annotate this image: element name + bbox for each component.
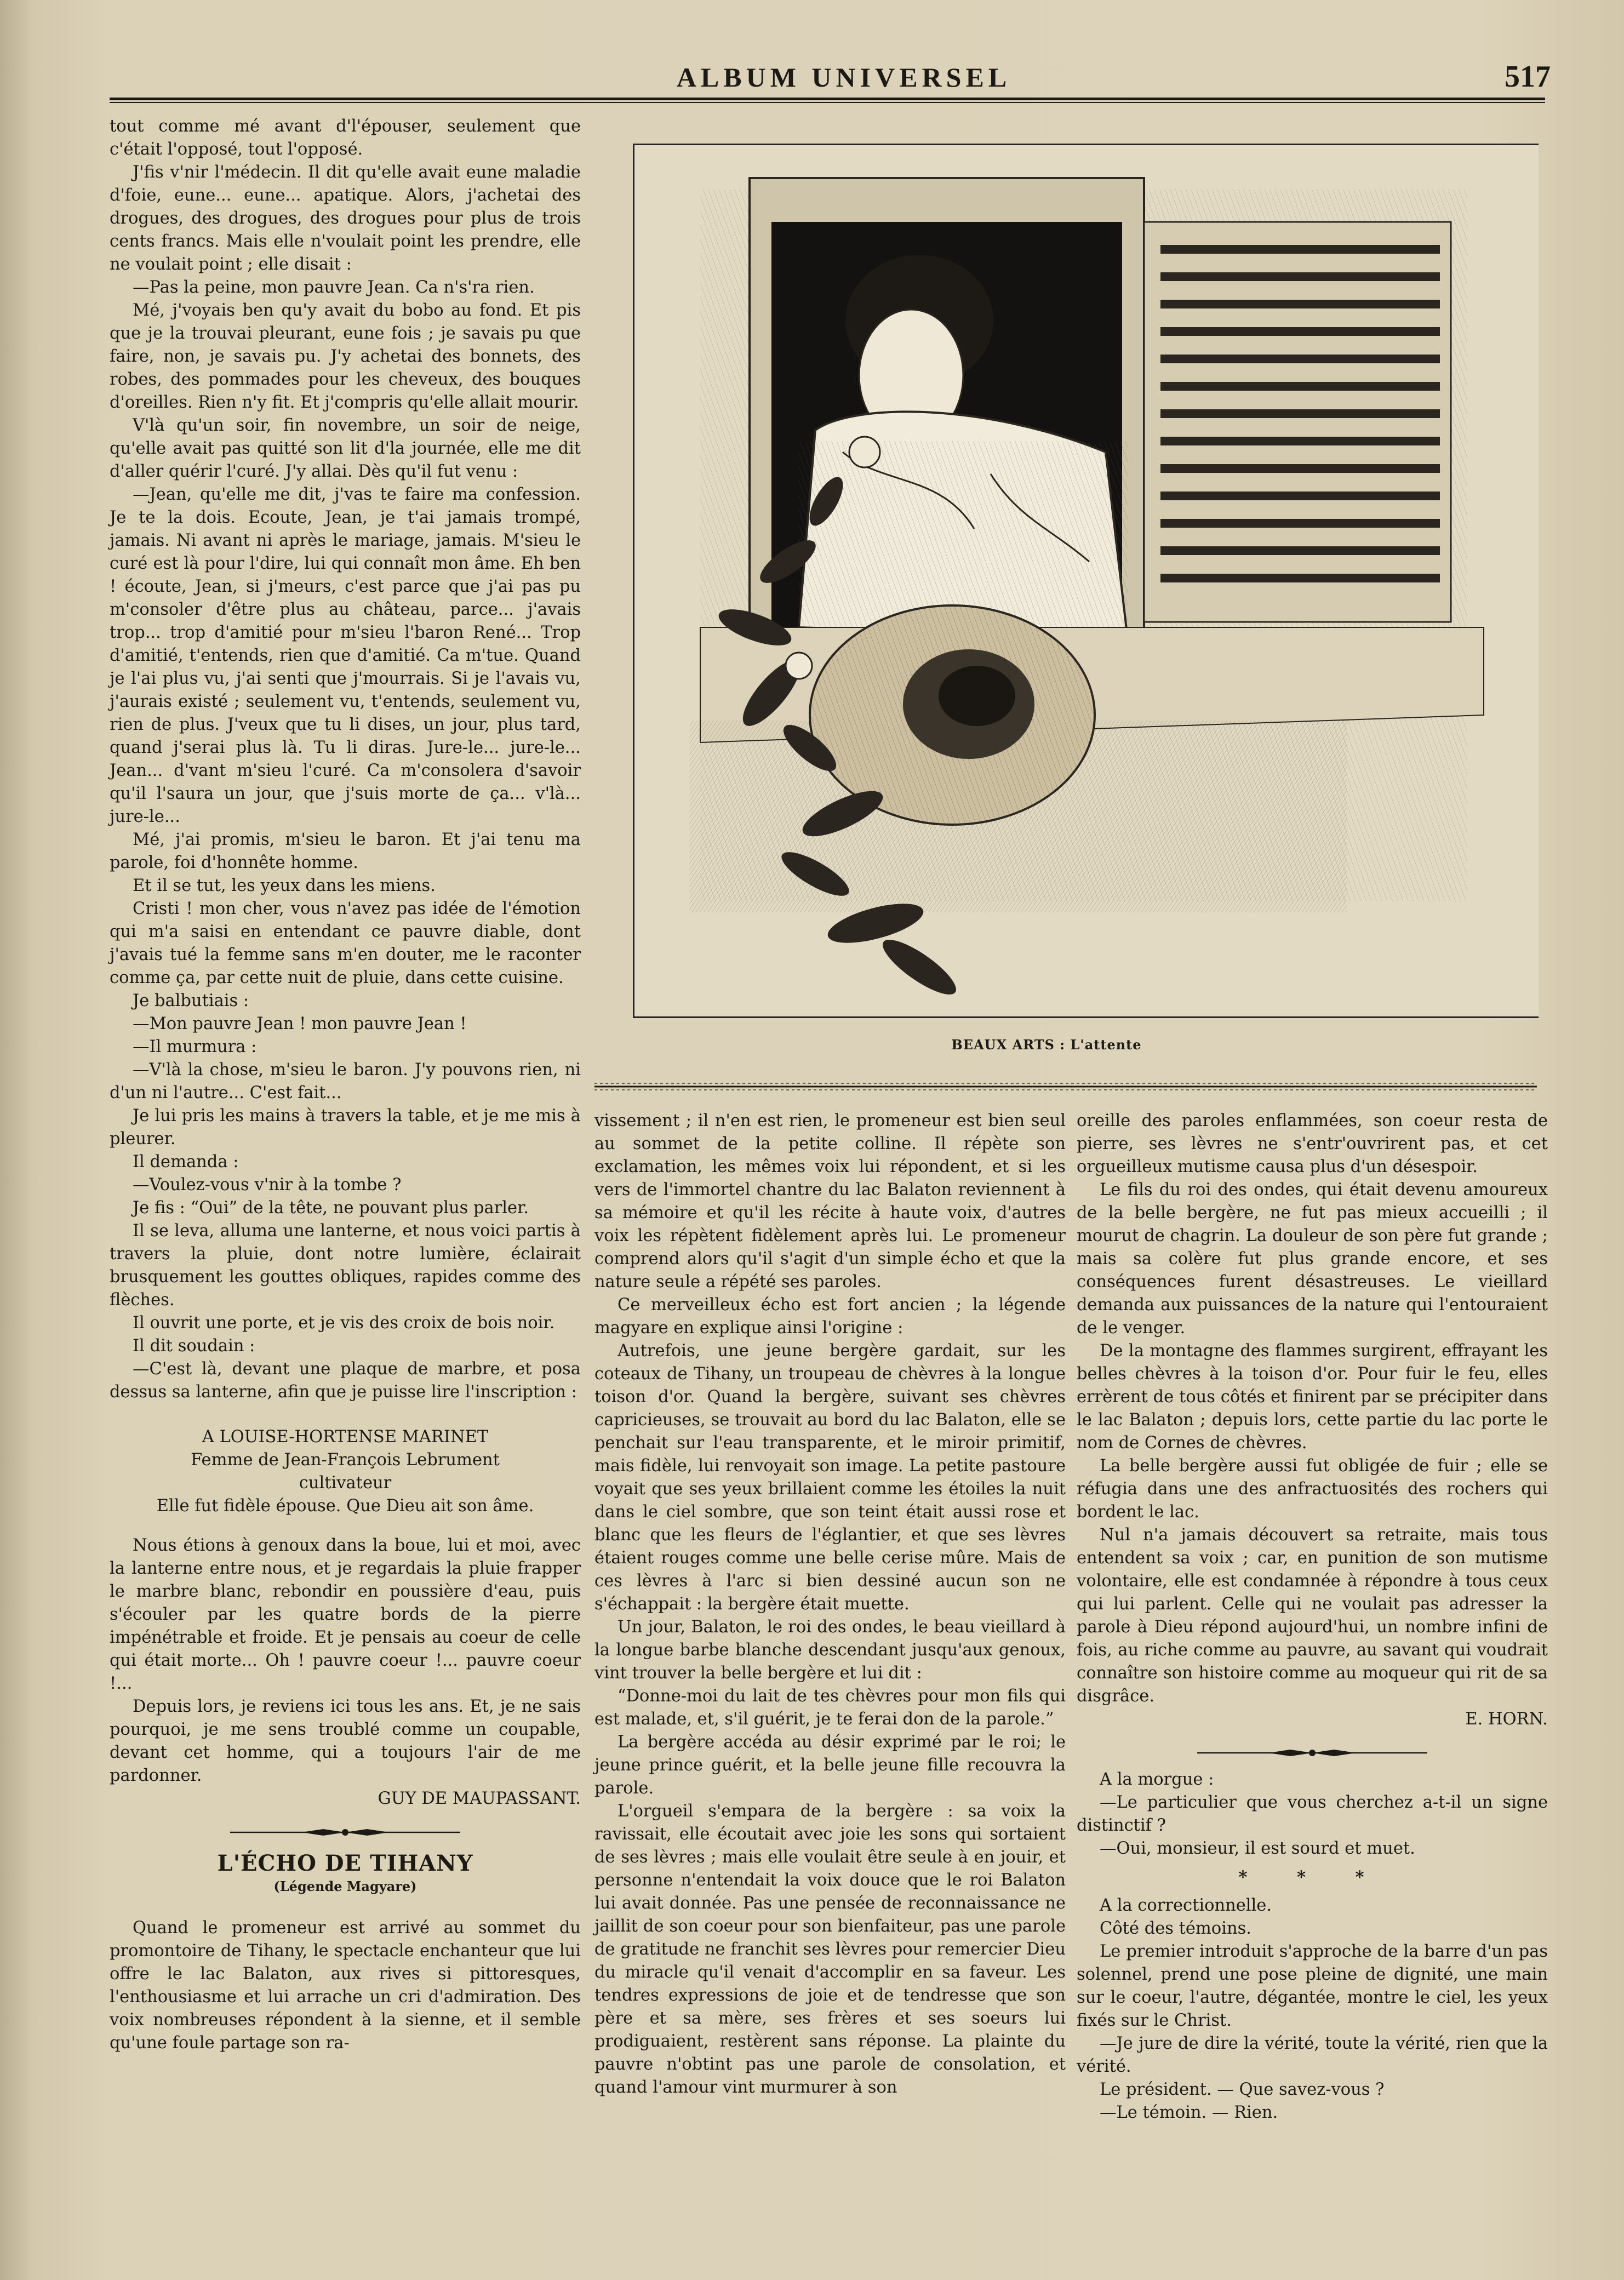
paragraph: La belle bergère aussi fut obligée de fuir ; elle se réfugia dans une des anfractuosités des rochers qui bordent le lac. — [1077, 1456, 1548, 1522]
paragraph: Je fis : “Oui” de la tête, ne pouvant plus parler. — [133, 1198, 529, 1218]
paragraph: Nous étions à genoux dans la boue, lui et moi, avec la lanterne entre nous, et je regardais la pluie frapper le marbre blanc, rebondir en poussière d'eau, puis s'écouler par les quatre bords de la pierre impénétrable et froide. Et je pensais au coeur de celle qui était morte... Oh ! pauvre coeur !... pauvre coeur !... — [110, 1536, 581, 1693]
masthead-title: ALBUM UNIVERSEL — [676, 62, 1011, 93]
anecdote-line: A la correctionnelle. — [1100, 1896, 1272, 1915]
paragraph: J'fis v'nir l'médecin. Il dit qu'elle avait eune maladie d'foie, eune... eune... apatique. Alors, j'achetai des drogues, des drogues, des drogues pour plus de trois cents francs. Mais elle n'voulait point les prendre, elle ne voulait point ; elle disait : — [110, 163, 581, 274]
paragraph: vissement ; il n'en est rien, le promeneur est bien seul au sommet de la petite colline. Il répète son exclamation, les mêmes voix lui répondent, et si les vers de l'immortel chantre du lac Balaton reviennent à sa mémoire et qu'il les récite à haute voix, d'autres voix les répètent fidèlement après lui. Le promeneur comprend alors qu'il s'agit d'un simple écho et que la nature seule a répété ses paroles. — [594, 1111, 1066, 1292]
author-signature: E. HORN. — [1465, 1710, 1548, 1729]
paragraph: Le fils du roi des ondes, qui était devenu amoureux de la belle bergère, ne fut pas mieux accueilli ; il mourut de chagrin. La douleur de son père fut grande ; mais sa colère fut plus grande encore, et ses conséquences furent désastreuses. Le vieillard demanda aux puissances de la nature qui l'entouraient de le venger. — [1077, 1180, 1548, 1338]
ornament-divider — [1197, 1747, 1427, 1758]
paragraph: Un jour, Balaton, le roi des ondes, le beau vieillard à la longue barbe blanche descendant jusqu'aux genoux, vint trouver la belle bergère et lui dit : — [594, 1618, 1066, 1683]
article-title: L'ÉCHO DE TIHANY — [217, 1850, 473, 1876]
paragraph: Quand le promeneur est arrivé au sommet du promontoire de Tihany, le spectacle enchanteur que lui offre le lac Balaton, aux rives si pittoresques, l'enthousiasme et lui arrache un cri d'admiration. Des voix nombreuses répondent à la sienne, et il semble qu'une foule partage son ra- — [110, 1918, 581, 2053]
paragraph: La bergère accéda au désir exprimé par le roi; le jeune prince guérit, et la belle jeune fille recouvra la parole. — [594, 1733, 1066, 1798]
paragraph: L'orgueil s'empara de la bergère : sa voix la ravissait, elle écoutait avec joie les sons qui sortaient de ses lèvres ; mais elle voulait être seule à en jouir, et personne n'entendait la voix douce que le roi Balaton lui avait donnée. Pas une pensée de reconnaissance ne jaillit de son coeur pour son bienfaiteur, pas une parole de gratitude ne franchit ses lèvres pour remercier Dieu du miracle qu'il venait d'accomplir en sa faveur. Les tendres expressions de joie et de tendresse que son père et sa mère, ses frères et ses soeurs lui prodiguaient, restèrent sans réponse. La plainte du pauvre n'obtint pas une parole de consolation, et quand l'amour vint murmurer à son — [594, 1802, 1066, 2097]
paragraph: —Il murmura : — [133, 1037, 257, 1056]
paragraph: Il se leva, alluma une lanterne, et nous voici partis à travers la pluie, dont notre lumière, éclairait brusquement les gouttes obliques, rapides comme des flèches. — [110, 1221, 581, 1310]
header-rule — [110, 98, 1545, 100]
anecdote-line: Côté des témoins. — [1100, 1919, 1251, 1938]
paragraph: Ce merveilleux écho est fort ancien ; la légende magyare en explique ainsi l'origine : — [594, 1295, 1066, 1338]
anecdote-line: Le premier introduit s'approche de la barre d'un pas solennel, prend une pose pleine de dignité, une main sur le coeur, l'autre, dégantée, montre le ciel, les yeux fixés sur le Christ. — [1077, 1942, 1548, 2030]
section-divider-rule — [594, 1082, 1537, 1091]
column-1 — [110, 115, 581, 2055]
paragraph: —V'là la chose, m'sieu le baron. J'y pouvons rien, ni d'un ni l'autre... C'est fait... — [110, 1060, 581, 1102]
anecdote-line: —Je jure de dire la vérité, toute la vérité, rien que la vérité. — [1077, 2034, 1548, 2076]
paragraph: Mé, j'voyais ben qu'y avait du bobo au fond. Et pis que je la trouvai pleurant, eune fois ; je savais pu que faire, non, je savais pu. J'y achetai des bonnets, des robes, des pommades pour les cheveux, des bouques d'oreilles. Rien n'y fit. Et j'compris qu'elle allait mourir. — [110, 301, 581, 412]
paragraph: —Pas la peine, mon pauvre Jean. Ca n's'ra rien. — [133, 278, 535, 297]
page-number: 517 — [1505, 60, 1551, 94]
paragraph: De la montagne des flammes surgirent, effrayant les belles chèvres à la toison d'or. Pour fuir le feu, elles errèrent de tous côtés et finirent par se précipiter dans le lac Balaton ; depuis lors, cette partie du lac porte le nom de Cornes de chèvres. — [1077, 1341, 1548, 1453]
paragraph: V'là qu'un soir, fin novembre, un soir de neige, qu'elle avait pas quitté son lit d'la journée, elle me dit d'aller quérir l'curé. J'y allai. Dès qu'il fut venu : — [110, 416, 581, 481]
anecdote-line: A la morgue : — [1100, 1770, 1214, 1789]
paragraph: Mé, j'ai promis, m'sieu le baron. Et j'ai tenu ma parole, foi d'honnête homme. — [110, 830, 581, 872]
paragraph: Il ouvrit une porte, et je vis des croix de bois noir. — [133, 1313, 555, 1333]
ornament-divider — [230, 1827, 460, 1838]
illustration-frame — [633, 144, 1539, 1018]
inscription-line: Femme de Jean-François Lebrument — [191, 1450, 500, 1470]
author-signature: GUY DE MAUPASSANT. — [378, 1789, 581, 1808]
inscription-line: A LOUISE-HORTENSE MARINET — [202, 1427, 489, 1447]
paragraph: —Voulez-vous v'nir à la tombe ? — [133, 1175, 402, 1195]
paragraph: Depuis lors, je reviens ici tous les ans. Et, je ne sais pourquoi, je me sens troublé comme un coupable, devant cet homme, qui a toujours l'air de me pardonner. — [110, 1697, 581, 1785]
paragraph: Je balbutiais : — [133, 991, 249, 1010]
paragraph: Autrefois, une jeune bergère gardait, sur les coteaux de Tihany, un troupeau de chèvres à la longue toison d'or. Quand la bergère, suivant ses chèvres capricieuses, se trouvait au bord du lac Balaton, elle se penchait sur l'eau transparente, et le miroir primitif, mais fidèle, lui renvoyait son image. La petite pastoure voyait que ses yeux brillaient comme les étoiles la nuit dans le ciel sombre, que son teint était aussi rose et blanc que les fleurs de l'églantier, et que ses lèvres étaient rouges comme une belle cerise mûre. Mais de ces lèvres à l'arc si bien dessiné aucun son ne s'échappait : la bergère était muette. — [594, 1341, 1066, 1614]
window-shutter — [1144, 222, 1451, 622]
anecdote-line: —Oui, monsieur, il est sourd et muet. — [1100, 1839, 1415, 1858]
paragraph: Cristi ! mon cher, vous n'avez pas idée de l'émotion qui m'a saisi en entendant ce pauvre diable, dont j'avais tué la femme sans m'en douter, me le raconter comme ça, par cette nuit de pluie, dans cette cuisine. — [110, 899, 581, 987]
inscription-line: Elle fut fidèle épouse. Que Dieu ait son âme. — [156, 1496, 534, 1516]
paragraph: Nul n'a jamais découvert sa retraite, mais tous entendent sa voix ; car, en punition de son mutisme volontaire, elle est condamnée à répondre à tous ceux qui lui parlent. Celle qui ne voulait pas adresser la parole à Dieu répond aujourd'hui, un nombre infini de fois, au riche comme au pauvre, au savant qui voudrait connaître son histoire comme au moqueur qui rit de sa disgrâce. — [1077, 1525, 1548, 1706]
engraving-illustration — [634, 145, 1539, 1016]
paragraph: Et il se tut, les yeux dans les miens. — [133, 876, 436, 895]
paragraph: Je lui pris les mains à travers la table, et je me mis à pleurer. — [110, 1106, 581, 1148]
paragraph: “Donne-moi du lait de tes chèvres pour mon fils qui est malade, et, s'il guérit, je te ferai don de la parole.” — [594, 1687, 1066, 1729]
header-rule-thin — [110, 102, 1545, 103]
inscription-line: cultivateur — [299, 1473, 392, 1493]
article-subtitle: (Légende Magyare) — [273, 1878, 417, 1894]
illustration-caption: BEAUX ARTS : L'attente — [951, 1037, 1142, 1053]
straw-hat — [810, 605, 1095, 825]
anecdote-line: Le président. — Que savez-vous ? — [1100, 2080, 1385, 2099]
paragraph: Il demanda : — [133, 1152, 239, 1172]
anecdote-line: —Le témoin. — Rien. — [1100, 2103, 1278, 2122]
separator-stars: * * * — [1238, 1867, 1386, 1887]
paragraph: —C'est là, devant une plaque de marbre, et posa dessus sa lanterne, afin que je puisse lire l'inscription : — [110, 1359, 581, 1402]
anecdote-line: —Le particulier que vous cherchez a-t-il un signe distinctif ? — [1077, 1793, 1548, 1835]
paragraph: —Jean, qu'elle me dit, j'vas te faire ma confession. Je te la dois. Ecoute, Jean, je t'ai jamais trompé, jamais. Ni avant ni après le mariage, jamais. M'sieu le curé est là pour l'dire, lui qui connaît mon âme. Eh ben ! écoute, Jean, si j'meurs, c'est parce que j'ai pas pu m'consoler d'être plus au château, parce... j'avais trop... trop d'amitié pour m'sieu l'baron René... Trop d'amitié, t'entends, rien que d'amitié. Ca m'tue. Quand je l'ai plus vu, j'ai senti que j'mourrais. Si je l'avais vu, j'aurais existé ; seulement vu, t'entends, seulement vu, rien de plus. J'veux que tu li dises, un jour, plus tard, quand j'serai plus là. Tu li diras. Jure-le... jure-le... Jean... d'vant m'sieu l'curé. Ca m'consolera d'savoir qu'il l'saura un jour, que j'suis morte de ça... v'là... jure-le... — [110, 485, 581, 826]
paragraph: oreille des paroles enflammées, son coeur resta de pierre, ses lèvres ne s'entr'ouvrirent pas, et cet orgueilleux mutisme causa plus d'un désespoir. — [1077, 1111, 1548, 1176]
paragraph: Il dit soudain : — [133, 1336, 255, 1356]
column-3 — [1077, 1110, 1548, 2124]
paragraph: —Mon pauvre Jean ! mon pauvre Jean ! — [133, 1014, 467, 1033]
column-2 — [594, 1110, 1066, 2099]
paragraph: tout comme mé avant d'l'épouser, seulement que c'était l'opposé, tout l'opposé. — [110, 117, 581, 159]
